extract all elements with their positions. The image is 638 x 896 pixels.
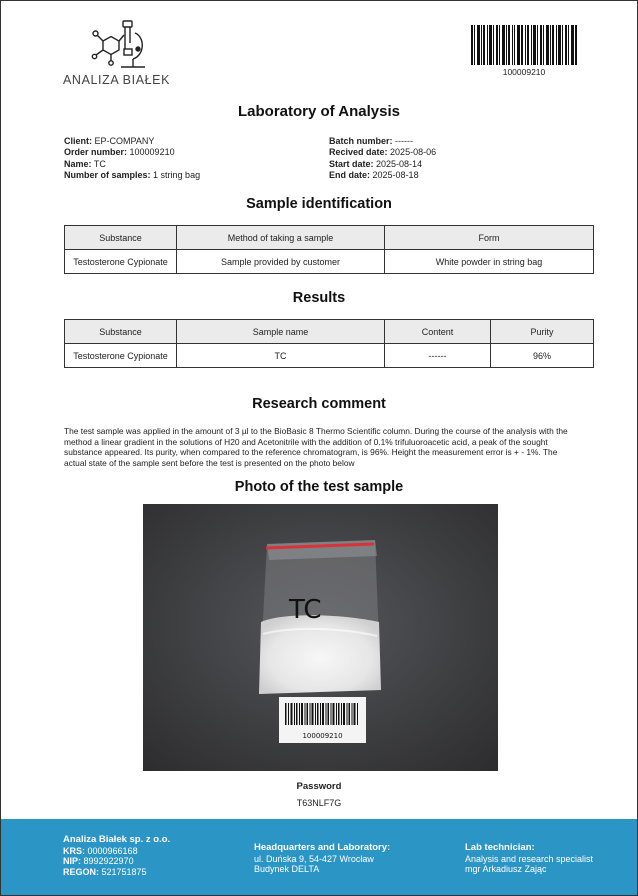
sample-photo: [143, 504, 498, 771]
table-header: Form: [385, 226, 594, 250]
technician-role: Analysis and research specialist: [465, 853, 594, 864]
research-comment-title: Research comment: [252, 396, 386, 412]
table-cell: ------: [385, 344, 491, 368]
page-title: Laboratory of Analysis: [238, 103, 400, 120]
table-header: Method of taking a sample: [177, 226, 385, 250]
technician-name: mgr Arkadiusz Zając: [465, 864, 547, 874]
brand-logo: [63, 19, 173, 89]
info-end-date: End date: 2025-08-18: [329, 169, 419, 180]
info-right: [329, 136, 436, 181]
info-left: [64, 136, 200, 181]
table-header-row: [65, 320, 594, 344]
sample-bag-image: [143, 504, 498, 771]
password-value: T63NLF7G: [296, 798, 342, 808]
table-header: Content: [385, 320, 491, 344]
table-header: Sample name: [177, 320, 385, 344]
footer-hq: [254, 843, 390, 875]
table-cell: White powder in string bag: [385, 250, 594, 274]
info-client: Client: EP-COMPANY: [64, 136, 155, 146]
table-header: Substance: [65, 320, 177, 344]
bag-label: TC: [289, 595, 322, 625]
sample-identification-title: Sample identification: [246, 196, 392, 212]
info-start-date: Start date: 2025-08-14: [329, 158, 423, 169]
table-cell: Testosterone Cypionate: [65, 344, 177, 368]
table-cell: Testosterone Cypionate: [65, 250, 177, 274]
hq-address: ul. Duńska 9, 54-427 Wrocław: [254, 853, 374, 864]
info-batch-number: Batch number: ------: [329, 136, 414, 146]
sample-identification-table: [64, 225, 594, 274]
molecule-microscope-icon: [91, 19, 147, 71]
company-nip: NIP: 8992922970: [63, 856, 134, 866]
photo-title: Photo of the test sample: [234, 479, 404, 495]
research-comment-text: The test sample was applied in the amount of 3 µl to the BioBasic 8 Thermo Scientific column. During the course of the analysis with the method a linear gradient in the solutions of H20 and Acetonitrile with the addition of 0.1% trifuluoroacetic acid, a peak of the sought substance appeared. Its purity, when compared to the reference chromatogram, is 96%. Height the measurement error is + - 1%. The actual state of the sample sent before the test is presented on the photo below: [64, 426, 568, 468]
barcode-number: 100009210: [502, 67, 546, 77]
footer-technician: [465, 843, 593, 875]
info-number-of-samples: Number of samples: 1 string bag: [64, 169, 201, 180]
photo-barcode-number: 100009210: [302, 732, 343, 740]
table-row: [65, 250, 594, 274]
table-cell: TC: [177, 344, 385, 368]
info-name: Name: TC: [64, 158, 106, 169]
hq-title: Headquarters and Laboratory:: [254, 842, 391, 853]
info-order-number: Order number: 100009210: [64, 147, 175, 158]
footer: [1, 819, 637, 895]
info-received-date: Recived date: 2025-08-06: [329, 147, 437, 158]
results-table: [64, 319, 594, 368]
table-cell: Sample provided by customer: [177, 250, 385, 274]
results-title: Results: [292, 290, 346, 306]
technician-title: Lab technician:: [465, 842, 535, 853]
table-row: [65, 344, 594, 368]
password-label: Password: [296, 781, 342, 792]
table-header: Substance: [65, 226, 177, 250]
table-header: Purity: [491, 320, 594, 344]
hq-building: Budynek DELTA: [254, 864, 320, 874]
company-krs: KRS: 0000966168: [63, 845, 138, 856]
table-cell: 96%: [491, 344, 594, 368]
company-name: Analiza Białek sp. z o.o.: [63, 834, 171, 845]
table-header-row: [65, 226, 594, 250]
barcode-icon: [471, 25, 577, 65]
company-regon: REGON: 521751875: [63, 866, 147, 877]
footer-company: [63, 835, 170, 877]
brand-name: ANALIZA BIAŁEK: [63, 73, 171, 87]
